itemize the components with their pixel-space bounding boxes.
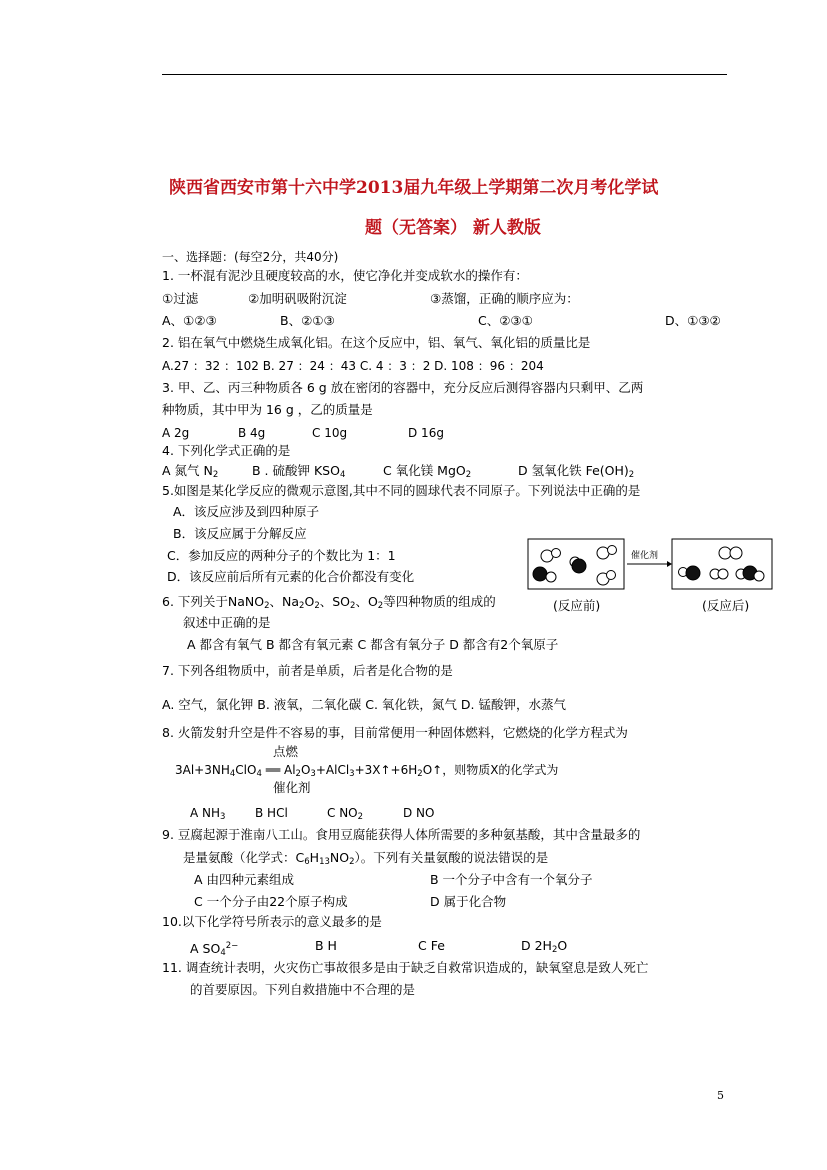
q1-option-c: C、②③① [478,313,533,328]
q2-stem: 2. 铝在氧气中燃烧生成氧化铝。在这个反应中，铝、氧气、氧化铝的质量比是 [162,335,591,350]
q10-option-a: A $SO_4^{2-}$ [190,941,239,958]
q7-options: A. 空气，氯化钾 B. 液氧，二氧化碳 C. 氧化铁，氮气 D. 锰酸钾，水蒸气 [162,697,566,712]
q1-option-d: D、①③② [665,313,721,328]
q9-stem-line2: 是量氨酸（化学式：$C_6H_{13}NO_2$）。下列有关量氨酸的说法错误的是 [183,850,549,867]
q1-step2: ②加明矾吸附沉淀 [248,291,347,306]
molecule-white-pair-2 [597,546,617,560]
q11-stem-line1: 11. 调查统计表明，火灾伤亡事故很多是由于缺乏自救常识造成的，缺氧窒息是致人死亡 [162,960,649,975]
q8-equation: $3Al+3NH_4ClO_4$ ══ $Al_2O_3+AlCl_3+3X↑+6H_2O↑$，则物质X的化学式为 [175,763,559,779]
q5-stem: 5.如图是某化学反应的微观示意图,其中不同的圆球代表不同原子。下列说法中正确的是 [162,483,641,498]
q10-option-c: C Fe [418,938,445,953]
molecule-white-pair-3 [597,571,616,586]
q3-stem-line1: 3. 甲、乙、丙三种物质各 6 g 放在密闭的容器中，充分反应后测得容器内只剩甲、乙两 [162,380,644,395]
molecule-dark-after-2 [710,569,728,579]
q10-stem: 10.以下化学符号所表示的意义最多的是 [162,914,382,929]
q1-option-a: A、①②③ [162,313,217,328]
q8-condition-ignite: 点燃 [273,744,299,759]
catalyst-label: 催化剂 [631,551,659,561]
q9-option-b: B 一个分子中含有一个氧分子 [430,872,593,887]
q8-condition-catalyst: 催化剂 [273,780,311,795]
caption-after: (反应后) [702,598,750,613]
q6-stem-line2: 叙述中正确的是 [183,615,271,630]
q8-option-b: B HCl [255,806,288,820]
molecule-dark-after-3 [736,566,764,581]
q11-stem-line2: 的首要原因。下列自救措施中不合理的是 [190,982,416,997]
caption-before: (反应前) [553,598,601,613]
q1-option-b: B、②①③ [280,313,335,328]
page-title-line1: 陕西省西安市第十六中学2013届九年级上学期第二次月考化学试 [169,178,659,198]
q7-stem: 7. 下列各组物质中，前者是单质，后者是化合物的是 [162,663,453,678]
molecule-white-pair-1 [541,549,561,563]
q4-option-c: C 氧化镁 MgO$_2$ [383,463,472,480]
header-rule [162,74,727,75]
molecule-o2-after [719,547,742,559]
q9-option-c: C 一个分子由22个原子构成 [194,894,348,909]
q9-option-a: A 由四种元素组成 [194,872,295,887]
q8-stem: 8. 火箭发射升空是件不容易的事，目前常便用一种固体燃料，它燃烧的化学方程式为 [162,725,628,740]
q8-option-c: C $NO_2$ [327,806,364,822]
q3-option-a: A 2g [162,426,190,440]
q4-option-a: A 氮气 $N_2$ [162,463,219,480]
q3-option-c: C 10g [312,426,348,440]
section-heading: 一、选择题：(每空2分，共40分) [162,250,339,264]
q5-option-c: C．参加反应的两种分子的个数比为 1：1 [167,548,396,563]
q2-options: A.27 ：32 ：102 B. 27 ：24 ：43 C. 4 ：3 ：2 D. 108 ：96 ：204 [162,359,544,373]
q5-option-b: B．该反应属于分解反应 [173,526,307,541]
page-number: 5 [717,1089,724,1102]
q1-stem: 1. 一杯混有泥沙且硬度较高的水，使它净化并变成软水的操作有： [162,268,528,283]
q9-stem: 9. 豆腐起源于淮南八工山。食用豆腐能获得人体所需要的多种氨基酸，其中含量最多的 [162,827,641,842]
q8-option-a: A $NH_3$ [190,806,226,822]
q10-option-b: B H [315,938,337,953]
after-box [672,539,772,589]
q1-step1: ①过滤 [162,291,199,306]
q4-option-d: D 氢氧化铁 $Fe(OH)_2$ [518,463,635,480]
molecule-dark-after-1 [679,566,701,580]
q6-stem: 6. 下列关于NaNO$_2$、$Na_2O_2$、$SO_2$、$O_2$等四种物质的组成的 [162,594,496,611]
q4-option-b: B . 硫酸钾 $KSO_4$ [252,463,346,480]
q8-option-d: D NO [403,806,435,820]
molecule-dark-white-1 [570,557,586,573]
q9-option-d: D 属于化合物 [430,894,507,909]
reaction-arrowhead [667,561,672,567]
q5-option-a: A．该反应涉及到四种原子 [173,504,320,519]
q3-stem-line2: 种物质，其中甲为 16 g ，乙的质量是 [162,402,373,417]
q6-options: A 都含有氧气 B 都含有氧元素 C 都含有氧分子 D 都含有2个氧原子 [187,637,559,652]
q4-stem: 4. 下列化学式正确的是 [162,443,291,458]
molecule-dark-white-2 [533,567,556,582]
q3-option-d: D 16g [408,426,444,440]
q10-option-d: D $2H_2O$ [521,938,568,955]
q3-option-b: B 4g [238,426,266,440]
q1-step3: ③蒸馏，正确的顺序应为： [430,291,579,306]
q5-option-d: D．该反应前后所有元素的化合价都没有变化 [167,569,415,584]
page-title-line2: 题（无答案） 新人教版 [365,218,541,238]
